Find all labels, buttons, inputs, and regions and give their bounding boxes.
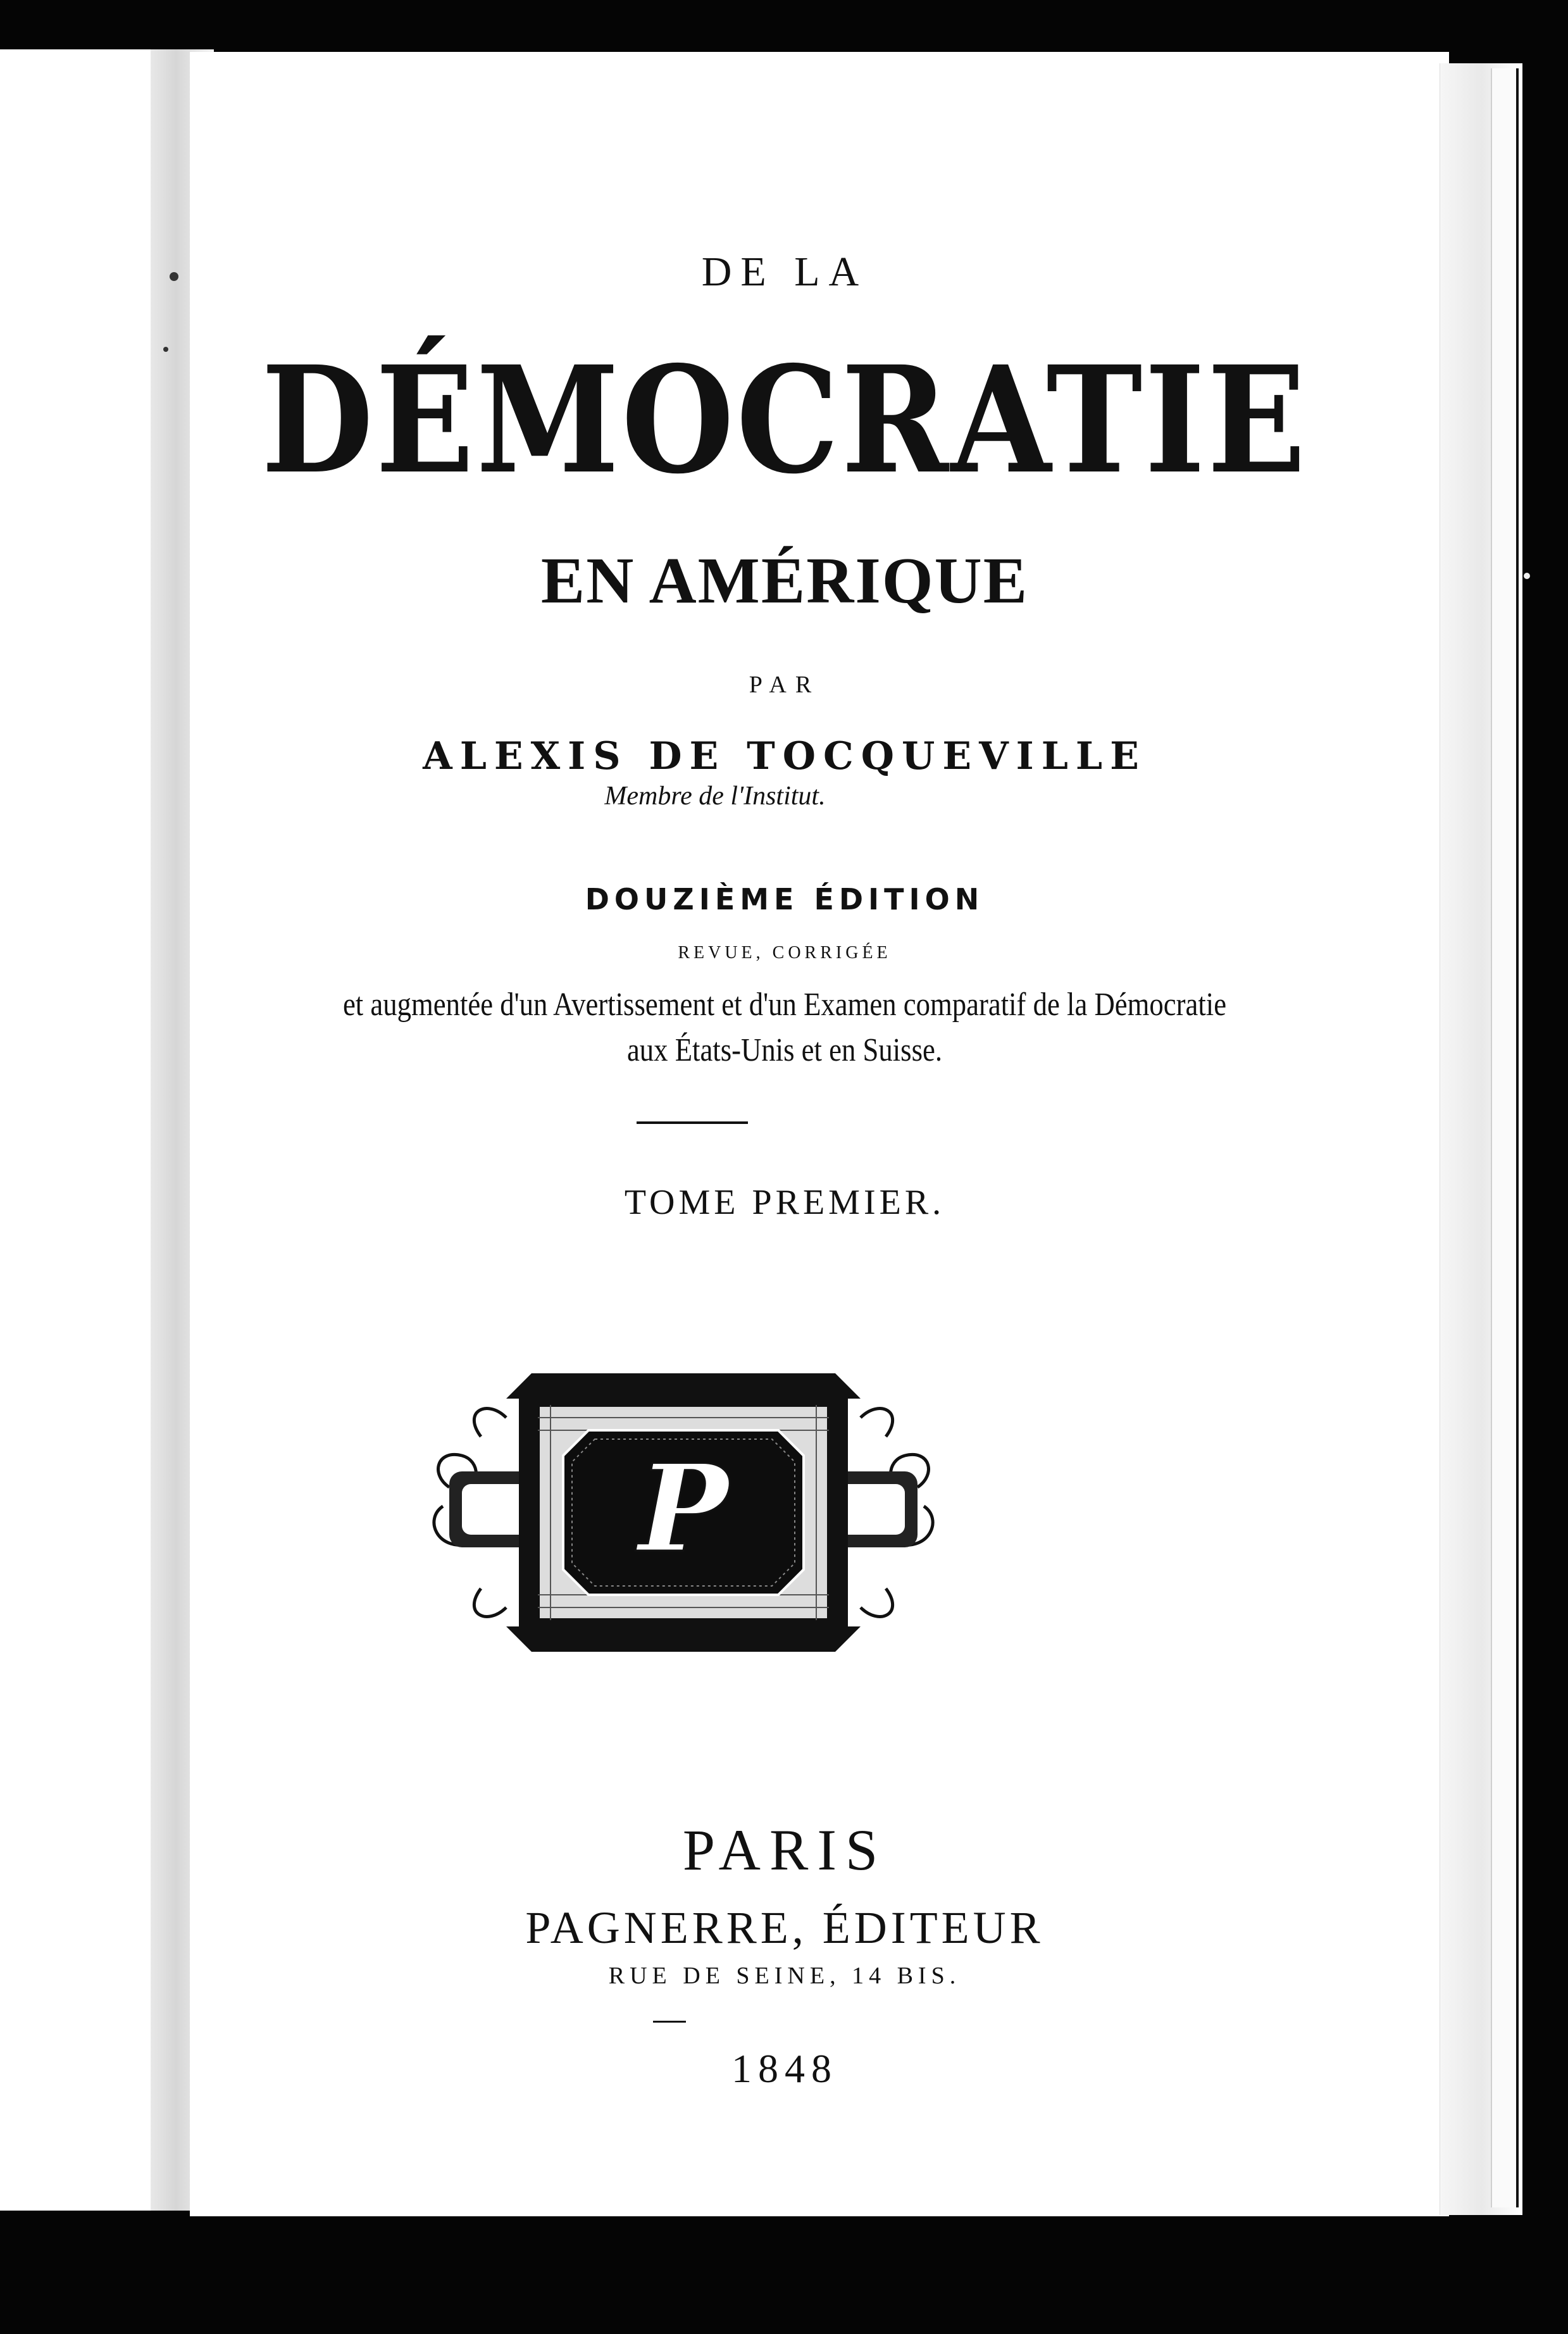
author-affiliation: Membre de l'Institut. [604, 782, 826, 811]
imprint-address: RUE DE SEINE, 14 BIS. [608, 1963, 961, 1989]
author-name: ALEXIS DE TOCQUEVILLE [423, 734, 1147, 778]
separator-rule [637, 1121, 748, 1124]
main-title: DÉMOCRATIE [261, 334, 1309, 506]
scan-speck [163, 347, 168, 352]
title-prefix: DE LA [701, 249, 868, 295]
imprint-city: PARIS [682, 1818, 887, 1882]
previous-page-leaf [0, 49, 152, 2211]
subtitle: EN AMÉRIQUE [540, 544, 1029, 617]
page-edges-outer [1491, 68, 1519, 2207]
imprint-publisher: PAGNERRE, ÉDITEUR [525, 1902, 1044, 1953]
volume-label: TOME PREMIER. [624, 1183, 945, 1222]
by-line: PAR [749, 671, 821, 698]
publisher-ornament [424, 1361, 943, 1664]
scan-speck [170, 272, 178, 281]
augmentation-line-1: et augmentée d'un Avertissement et d'un Examen comparatif de la Démocratie [342, 987, 1227, 1023]
augmentation-line-2: aux États-Unis et en Suisse. [626, 1032, 943, 1068]
ornament-letter: P [638, 1438, 729, 1579]
imprint-year: 1848 [731, 2046, 838, 2091]
separator-rule-small [653, 2021, 686, 2023]
revision-statement: REVUE, CORRIGÉE [678, 943, 892, 963]
edition-statement: DOUZIÈME ÉDITION [585, 882, 985, 916]
scan-speck [1524, 573, 1530, 579]
